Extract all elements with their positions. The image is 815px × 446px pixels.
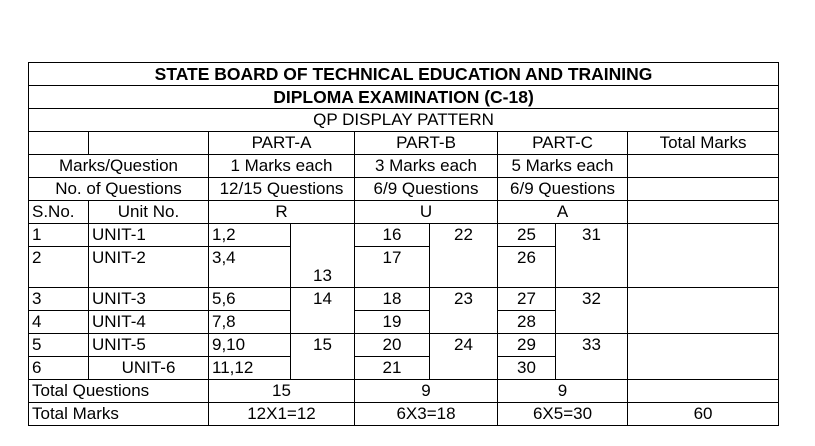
part-a-choice-cell: 15 <box>291 334 355 380</box>
part-c-questions-cell: 29 <box>498 334 556 357</box>
blank-cell <box>628 288 779 334</box>
part-a-questions-cell: 5,6 <box>209 288 291 311</box>
row-unit: UNIT-1 <box>89 224 209 247</box>
row-unit: UNIT-2 <box>89 247 209 288</box>
part-b-questions-cell: 20 <box>355 334 430 357</box>
part-a-questions-cell: 3,4 <box>209 247 291 288</box>
part-c-choice-cell: 33 <box>556 334 628 380</box>
part-a-header: PART-A <box>209 132 355 155</box>
marks-per-question-label: Marks/Question <box>29 155 209 178</box>
part-b-questions-cell: 16 <box>355 224 430 247</box>
part-a-total-questions: 15 <box>209 380 355 403</box>
part-c-header: PART-C <box>498 132 628 155</box>
part-c-total-questions: 9 <box>498 380 628 403</box>
part-a-questions-cell: 1,2 <box>209 224 291 247</box>
part-b-total-questions: 9 <box>355 380 498 403</box>
blank-cell <box>628 178 779 201</box>
part-b-questions: 6/9 Questions <box>355 178 498 201</box>
part-b-total-marks: 6X3=18 <box>355 403 498 426</box>
part-b-choice-cell: 24 <box>430 334 498 380</box>
row-unit: UNIT-3 <box>89 288 209 311</box>
row-unit: UNIT-5 <box>89 334 209 357</box>
part-a-marks: 1 Marks each <box>209 155 355 178</box>
part-c-questions-cell: 28 <box>498 311 556 334</box>
part-c-questions-cell: 30 <box>498 357 556 380</box>
part-a-choice-cell: 13 <box>291 224 355 288</box>
num-questions-label: No. of Questions <box>29 178 209 201</box>
row-unit: UNIT-4 <box>89 311 209 334</box>
pattern-title: QP DISPLAY PATTERN <box>29 109 779 132</box>
part-c-total-marks: 6X5=30 <box>498 403 628 426</box>
part-a-questions-cell: 9,10 <box>209 334 291 357</box>
blank-cell <box>628 201 779 224</box>
qp-pattern-table <box>28 62 779 426</box>
row-unit: UNIT-6 <box>89 357 209 380</box>
row-sno: 2 <box>29 247 89 288</box>
part-b-header: PART-B <box>355 132 498 155</box>
part-b-questions-cell: 19 <box>355 311 430 334</box>
part-c-level: A <box>498 201 628 224</box>
unit-no-header: Unit No. <box>89 201 209 224</box>
total-marks-header: Total Marks <box>628 132 779 155</box>
sno-header: S.No. <box>29 201 89 224</box>
total-marks-label: Total Marks <box>29 403 209 426</box>
row-sno: 1 <box>29 224 89 247</box>
part-a-questions: 12/15 Questions <box>209 178 355 201</box>
part-b-marks: 3 Marks each <box>355 155 498 178</box>
part-c-choice-cell: 31 <box>556 224 628 288</box>
board-title: STATE BOARD OF TECHNICAL EDUCATION AND TRAINING <box>29 63 779 86</box>
part-b-questions-cell: 21 <box>355 357 430 380</box>
part-c-questions-cell: 26 <box>498 247 556 288</box>
part-b-questions-cell: 17 <box>355 247 430 288</box>
exam-title: DIPLOMA EXAMINATION (C-18) <box>29 86 779 109</box>
part-b-choice-cell: 22 <box>430 224 498 288</box>
part-a-questions-cell: 7,8 <box>209 311 291 334</box>
blank-cell <box>628 334 779 380</box>
part-b-level: U <box>355 201 498 224</box>
part-c-choice-cell: 32 <box>556 288 628 334</box>
part-c-questions-cell: 25 <box>498 224 556 247</box>
part-a-total-marks: 12X1=12 <box>209 403 355 426</box>
row-sno: 4 <box>29 311 89 334</box>
blank-cell <box>628 224 779 288</box>
part-a-choice-cell: 14 <box>291 288 355 334</box>
part-c-questions: 6/9 Questions <box>498 178 628 201</box>
blank-cell <box>628 155 779 178</box>
part-a-questions-cell: 11,12 <box>209 357 291 380</box>
blank-cell <box>29 132 89 155</box>
row-sno: 3 <box>29 288 89 311</box>
blank-cell <box>89 132 209 155</box>
part-a-level: R <box>209 201 355 224</box>
row-sno: 6 <box>29 357 89 380</box>
row-sno: 5 <box>29 334 89 357</box>
part-c-questions-cell: 27 <box>498 288 556 311</box>
blank-cell <box>628 380 779 403</box>
part-c-marks: 5 Marks each <box>498 155 628 178</box>
part-b-choice-cell: 23 <box>430 288 498 334</box>
grand-total-marks: 60 <box>628 403 779 426</box>
total-questions-label: Total Questions <box>29 380 209 403</box>
part-b-questions-cell: 18 <box>355 288 430 311</box>
